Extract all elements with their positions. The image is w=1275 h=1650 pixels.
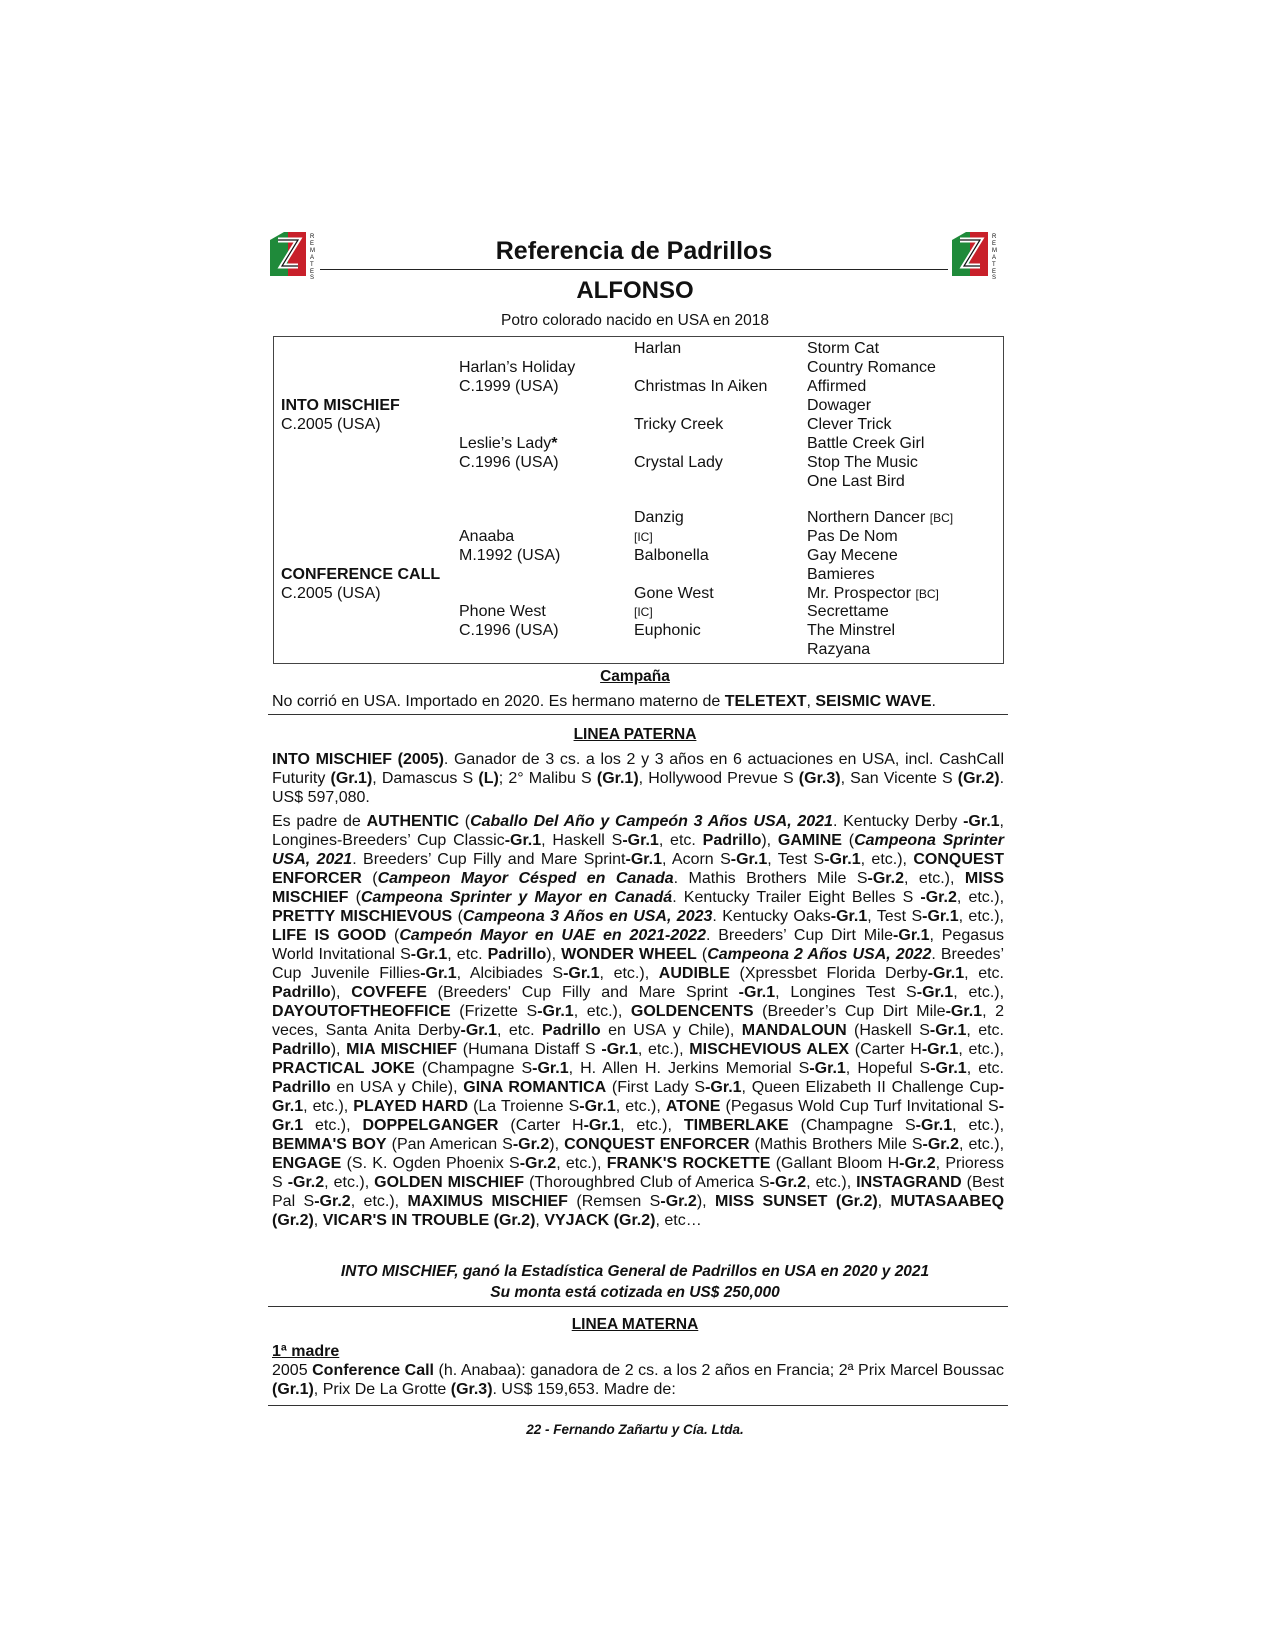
pedigree-gen3-ancestor: Balbonella [634, 547, 709, 564]
pedigree-gen3-ancestor: Euphonic [634, 622, 701, 639]
pedigree-gen4-ancestor: Stop The Music [807, 454, 918, 471]
svg-text:S: S [992, 275, 997, 280]
svg-text:E: E [310, 269, 315, 275]
linea-paterna-sire-record: INTO MISCHIEF (2005). Ganador de 3 cs. a los 2 y 3 años en 6 actuaciones en USA, incl. CashCall Futurity (Gr.1), Damascus S (L); 2° Malibu S (Gr.1), Hollywood Prevue S (Gr.3), San Vicente S (Gr.2). US$ 597,080. [272, 751, 1005, 806]
zr-remates-logo-left [268, 228, 320, 280]
svg-text:M: M [310, 248, 315, 254]
linea-materna-title: LINEA MATERNA [571, 1316, 699, 1333]
pedigree-table [273, 336, 1004, 664]
pedigree-gen4-ancestor: Secrettame [807, 603, 889, 620]
footer-divider [268, 1405, 1008, 1406]
svg-text:S: S [310, 275, 315, 280]
pedigree-sire-sire-name: Harlan’s Holiday [459, 359, 576, 376]
pedigree-gen3-ancestor: Harlan [634, 340, 682, 357]
svg-text:A: A [992, 255, 997, 261]
horse-name: ALFONSO [576, 277, 694, 304]
svg-text:A: A [310, 255, 315, 261]
pedigree-sire-sire-info: C.1999 (USA) [459, 378, 559, 395]
pedigree-gen4-ancestor: One Last Bird [807, 473, 905, 490]
pedigree-sire-dam-name: Leslie’s Lady* [459, 435, 558, 452]
pedigree-dam-sire-name: Anaaba [459, 528, 515, 545]
campana-text: No corrió en USA. Importado en 2020. Es hermano materno de TELETEXT, SEISMIC WAVE. [272, 693, 936, 710]
svg-text:R: R [310, 234, 315, 240]
section-divider [268, 1306, 1008, 1307]
svg-text:E: E [992, 269, 997, 275]
pedigree-gen4-ancestor: Country Romance [807, 359, 936, 376]
pedigree-dam-info: C.2005 (USA) [281, 585, 381, 602]
campana-title: Campaña [600, 668, 670, 685]
pedigree-gen3-ancestor: Danzig [634, 509, 684, 526]
section-divider [268, 714, 1008, 715]
pedigree-dam-dam-info: C.1996 (USA) [459, 622, 559, 639]
linea-paterna-progeny: Es padre de AUTHENTIC (Caballo Del Año y Campeón 3 Años USA, 2021. Kentucky Derby -Gr.1, Longines-Breeders’ Cup Classic-Gr.1, Haskell S-Gr.1, etc. Padrillo), GAMINE (Campeona Sprinter USA, 2021. Breeders’ Cup Filly and Mare Sprint-Gr.1, Acorn S-Gr.1, Test S-Gr.1, etc.), CONQUEST ENFORCER (Campeon Mayor Césped en Canada. Mathis Brothers Mile S-Gr.2, etc.), MISS MISCHIEF (Campeona Sprinter y Mayor en Canadá. Kentucky Trailer Eight Belles S -Gr.2, etc.), PRETTY MISCHIEVOUS (Campeona 3 Años en USA, 2023. Kentucky Oaks-Gr.1, Test S-Gr.1, etc.), LIFE IS GOOD (Campeón Mayor en UAE en 2021-2022. Breeders’ Cup Dirt Mile-Gr.1, Pegasus World Invitational S-Gr.1, etc. Padrillo), WONDER WHEEL (Campeona 2 Años USA, 2022. Breedes’ Cup Juvenile Fillies-Gr.1, Alcibiades S-Gr.1, etc.), AUDIBLE (Xpressbet Florida Derby-Gr.1, etc. Padrillo), COVFEFE (Breeders' Cup Filly and Mare Sprint -Gr.1, Longines Test S-Gr.1, etc.), DAYOUTOFTHEOFFICE (Frizette S-Gr.1, etc.), GOLDENCENTS (Breeder’s Cup Dirt Mile-Gr.1, 2 veces, Santa Anita Derby-Gr.1, etc. Padrillo en USA y Chile), MANDALOUN (Haskell S-Gr.1, etc. Padrillo), MIA MISCHIEF (Humana Distaff S -Gr.1, etc.), MISCHEVIOUS ALEX (Carter H-Gr.1, etc.), PRACTICAL JOKE (Champagne S-Gr.1, H. Allen H. Jerkins Memorial S-Gr.1, Hopeful S-Gr.1, etc. Padrillo en USA y Chile), GINA ROMANTICA (First Lady S-Gr.1, Queen Elizabeth II Challenge Cup-Gr.1, etc.), PLAYED HARD (La Troienne S-Gr.1, etc.), ATONE (Pegasus Wold Cup Turf Invitational S-Gr.1 etc.), DOPPELGANGER (Carter H-Gr.1, etc.), TIMBERLAKE (Champagne S-Gr.1, etc.), BEMMA'S BOY (Pan American S-Gr.2), CONQUEST ENFORCER (Mathis Brothers Mile S-Gr.2, etc.), ENGAGE (S. K. Ogden Phoenix S-Gr.2, etc.), FRANK'S ROCKETTE (Gallant Bloom H-Gr.2, Prioress S -Gr.2, etc.), GOLDEN MISCHIEF (Thoroughbred Club of America S-Gr.2, etc.), INSTAGRAND (Best Pal S-Gr.2, etc.), MAXIMUS MISCHIEF (Remsen S-Gr.2), MISS SUNSET (Gr.2), MUTASAABEQ (Gr.2), VICAR'S IN TROUBLE (Gr.2), VYJACK (Gr.2), etc… [272, 813, 1005, 1229]
pedigree-dam-sire-info: M.1992 (USA) [459, 547, 561, 564]
page-header-title: Referencia de Padrillos [495, 237, 773, 265]
pedigree-gen4-ancestor: Bamieres [807, 566, 875, 583]
pedigree-gen4-ancestor: Gay Mecene [807, 547, 898, 564]
page-footer: 22 - Fernando Zañartu y Cía. Ltda. [526, 1422, 744, 1437]
pedigree-gen3-tag: [IC] [634, 530, 653, 544]
pedigree-dam-dam-name: Phone West [459, 603, 546, 620]
svg-text:E: E [992, 241, 997, 247]
pedigree-gen4-ancestor: Razyana [807, 641, 871, 658]
svg-text:T: T [310, 262, 314, 268]
pedigree-gen4-ancestor: Clever Trick [807, 416, 892, 433]
first-dam-record: 2005 Conference Call (h. Anabaa): ganadora de 2 cs. a los 2 años en Francia; 2ª Prix Marcel Boussac (Gr.1), Prix De La Grotte (Gr.3). US$ 159,653. Madre de: [272, 1362, 1004, 1398]
pedigree-gen4-ancestor: Storm Cat [807, 340, 880, 357]
pedigree-gen4-ancestor: The Minstrel [807, 622, 896, 639]
pedigree-gen3-ancestor: Crystal Lady [634, 454, 723, 471]
pedigree-sire-info: C.2005 (USA) [281, 416, 381, 433]
svg-text:M: M [992, 248, 997, 254]
pedigree-gen3-ancestor: Gone West [634, 585, 714, 602]
first-dam-heading: 1ª madre [272, 1343, 340, 1360]
pedigree-gen4-ancestor: Northern Dancer [BC] [807, 509, 954, 526]
pedigree-gen4-ancestor: Pas De Nom [807, 528, 898, 545]
zr-remates-logo-right [950, 228, 1002, 280]
pedigree-dam-name: CONFERENCE CALL [281, 566, 441, 583]
horse-description: Potro colorado nacido en USA en 2018 [501, 312, 769, 329]
pedigree-gen3-tag: [IC] [634, 605, 653, 619]
stallion-statistics-note: INTO MISCHIEF, ganó la Estadística General de Padrillos en USA en 2020 y 2021 [340, 1263, 930, 1280]
linea-paterna-title: LINEA PATERNA [573, 726, 697, 743]
pedigree-sire-dam-info: C.1996 (USA) [459, 454, 559, 471]
pedigree-gen4-ancestor: Battle Creek Girl [807, 435, 925, 452]
header-divider [320, 269, 948, 270]
svg-text:E: E [310, 241, 315, 247]
pedigree-gen4-ancestor: Affirmed [807, 378, 867, 395]
pedigree-sire-name: INTO MISCHIEF [281, 397, 400, 414]
pedigree-asterisk-mark: * [551, 435, 558, 452]
pedigree-gen4-ancestor: Mr. Prospector [BC] [807, 585, 939, 602]
svg-text:T: T [992, 262, 996, 268]
stud-fee-note: Su monta está cotizada en US$ 250,000 [490, 1284, 780, 1301]
pedigree-gen3-ancestor: Tricky Creek [634, 416, 724, 433]
pedigree-gen4-ancestor: Dowager [807, 397, 872, 414]
pedigree-gen3-ancestor: Christmas In Aiken [634, 378, 768, 395]
svg-text:R: R [992, 234, 997, 240]
